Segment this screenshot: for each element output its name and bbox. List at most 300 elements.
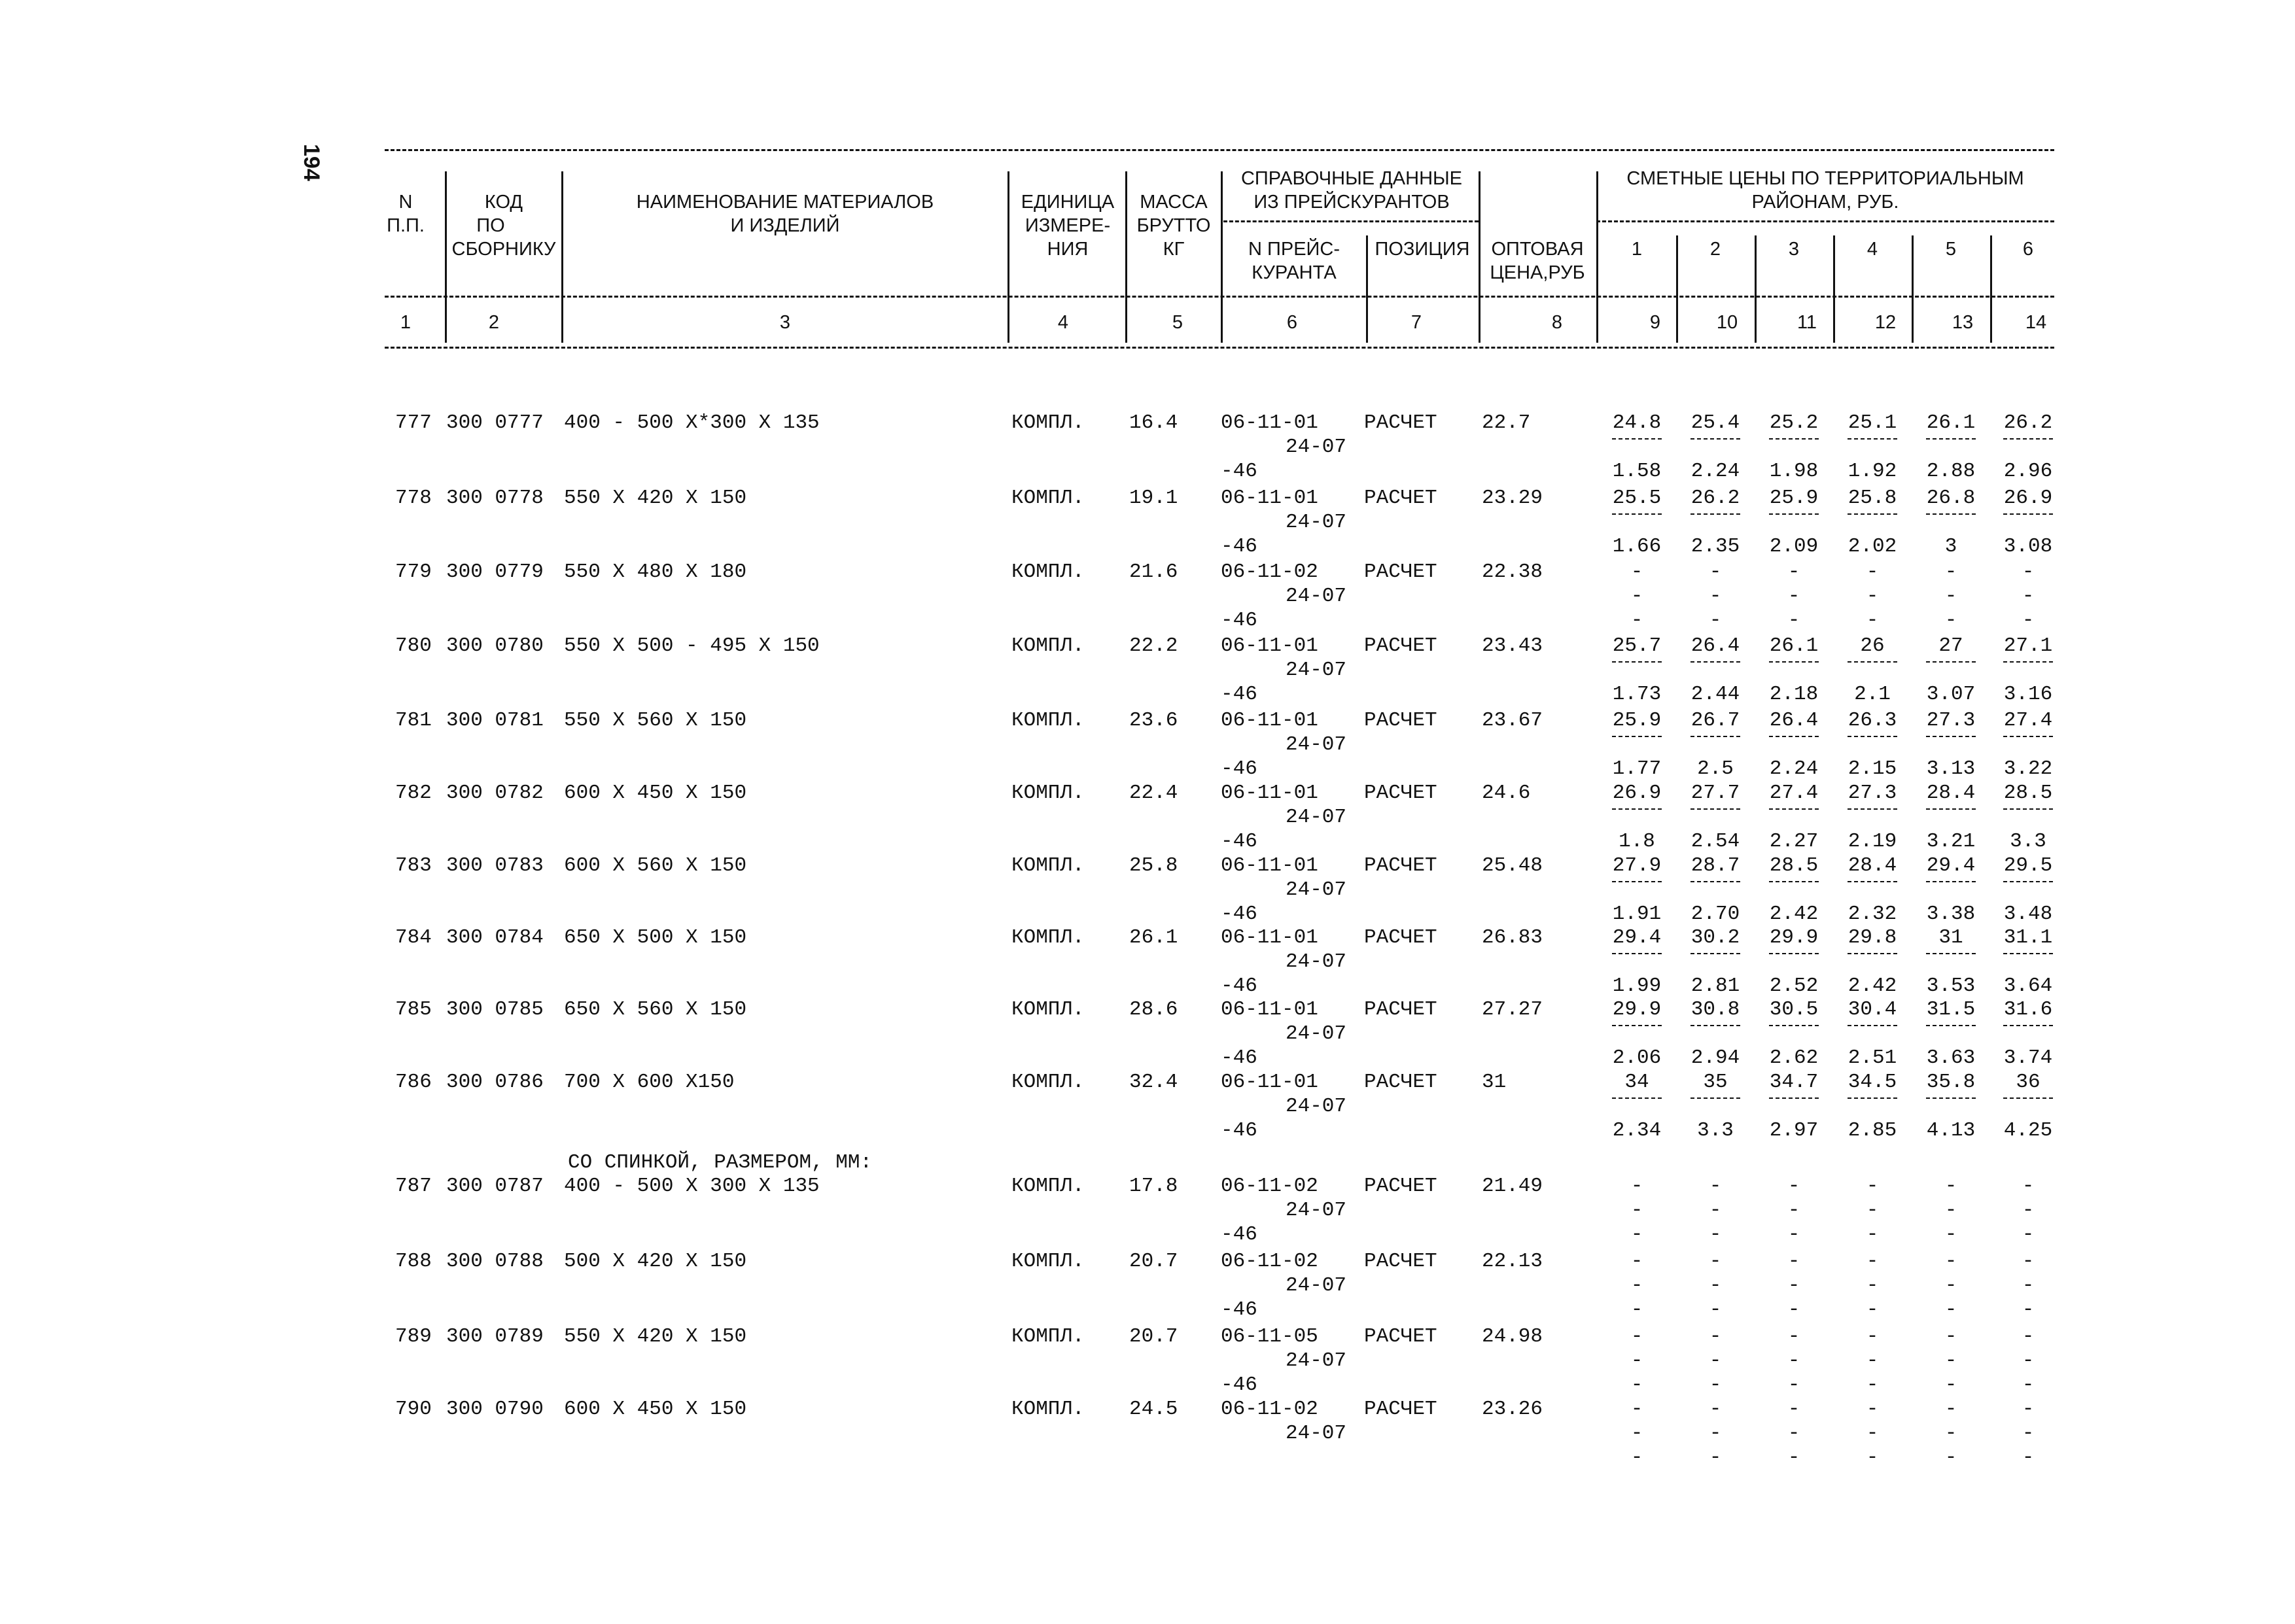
page-number: 194 — [299, 144, 324, 181]
row-wholesale-price: 31 — [1482, 1071, 1507, 1094]
region-price: 27.7 — [1691, 782, 1740, 804]
region-price: 25.5 — [1612, 487, 1662, 510]
region-price-delta: 1.73 — [1612, 683, 1662, 706]
header-np: П.П. — [387, 215, 425, 236]
row-code: 300 0783 — [446, 854, 544, 877]
fraction-bar — [2003, 513, 2053, 515]
column-number: 1 — [400, 312, 412, 333]
row-name: 400 - 500 X*300 X 135 — [564, 411, 820, 434]
header-divider — [1990, 235, 1992, 343]
fraction-bar — [2003, 736, 2053, 737]
region-price: - — [1866, 1325, 1879, 1348]
region-price: - — [1630, 1422, 1643, 1445]
row-name: 550 X 500 - 495 X 150 — [564, 634, 820, 657]
column-number: 9 — [1649, 312, 1661, 333]
header-pricelist: КУРАНТА — [1252, 262, 1337, 283]
row-pricelist-cont: -46 — [1221, 683, 1257, 706]
region-price-delta: 3.48 — [2003, 903, 2053, 925]
region-price-delta: - — [1709, 1373, 1722, 1396]
row-pricelist-cont: -46 — [1221, 830, 1257, 853]
region-price: - — [2022, 1422, 2035, 1445]
header-pricelist: N ПРЕЙС- — [1248, 239, 1340, 260]
row-unit: КОМПЛ. — [1011, 1398, 1085, 1421]
region-price-delta: 2.42 — [1769, 903, 1819, 925]
header-divider — [1833, 235, 1835, 343]
header-position: ПОЗИЦИЯ — [1375, 239, 1470, 260]
row-pricelist-cont: 24-07 — [1286, 436, 1347, 458]
region-price: 24.8 — [1612, 411, 1662, 434]
region-price-delta: 3.38 — [1926, 903, 1976, 925]
row-pricelist-cont: -46 — [1221, 1119, 1257, 1142]
region-price-delta: 2.34 — [1612, 1119, 1662, 1142]
region-price: 31.6 — [2003, 998, 2053, 1021]
region-price: 31.5 — [1926, 998, 1976, 1021]
region-price: - — [1709, 1250, 1722, 1273]
row-mass: 20.7 — [1129, 1250, 1178, 1273]
fraction-bar — [1848, 438, 1897, 440]
header-estimate: СМЕТНЫЕ ЦЕНЫ ПО ТЕРРИТОРИАЛЬНЫМ — [1626, 168, 2024, 189]
row-pricelist: 06-11-02 — [1221, 561, 1318, 583]
region-price-delta: - — [1866, 1373, 1879, 1396]
header-ref: СПРАВОЧНЫЕ ДАННЫЕ — [1240, 168, 1463, 189]
row-code: 300 0778 — [446, 487, 544, 510]
header-divider — [445, 171, 447, 343]
fraction-bar — [1848, 953, 1897, 954]
region-price-delta: 2.27 — [1769, 830, 1819, 853]
row-pricelist: 06-11-01 — [1221, 1071, 1318, 1094]
fraction-bar — [1769, 881, 1819, 882]
region-price: - — [1866, 1422, 1879, 1445]
row-position: РАСЧЕТ — [1364, 634, 1437, 657]
row-wholesale-price: 22.7 — [1482, 411, 1531, 434]
header-region: 3 — [1788, 239, 1800, 260]
region-price: - — [1787, 1175, 1800, 1198]
region-price-delta: - — [1630, 1298, 1643, 1321]
row-code: 300 0779 — [446, 561, 544, 583]
region-price-delta: 2.88 — [1926, 460, 1976, 483]
region-price: 29.4 — [1926, 854, 1976, 877]
header-region: 4 — [1866, 239, 1878, 260]
row-mass: 21.6 — [1129, 561, 1178, 583]
region-price: 29.9 — [1769, 926, 1819, 949]
row-position: РАСЧЕТ — [1364, 1250, 1437, 1273]
region-price-delta: - — [1944, 1223, 1957, 1246]
region-price-delta: 2.54 — [1691, 830, 1740, 853]
row-wholesale-price: 23.26 — [1482, 1398, 1543, 1421]
subheader-rule-ref — [1223, 220, 1479, 222]
region-price: 35 — [1703, 1071, 1728, 1094]
row-name: 600 X 450 X 150 — [564, 782, 747, 804]
region-price: 28.7 — [1691, 854, 1740, 877]
row-wholesale-price: 25.48 — [1482, 854, 1543, 877]
region-price: 25.7 — [1612, 634, 1662, 657]
row-pricelist-cont: -46 — [1221, 1298, 1257, 1321]
row-unit: КОМПЛ. — [1011, 1175, 1085, 1198]
fraction-bar — [2003, 881, 2053, 882]
row-code: 300 0790 — [446, 1398, 544, 1421]
header-code: КОД — [484, 192, 523, 213]
region-price: 26.4 — [1769, 709, 1819, 732]
region-price: - — [1630, 561, 1643, 583]
column-number: 8 — [1551, 312, 1563, 333]
column-number: 5 — [1172, 312, 1183, 333]
row-pricelist-cont: -46 — [1221, 535, 1257, 558]
row-unit: КОМПЛ. — [1011, 998, 1085, 1021]
region-price-delta: - — [1709, 1446, 1722, 1469]
region-price: 36 — [2016, 1071, 2041, 1094]
region-price-delta: 1.66 — [1612, 535, 1662, 558]
row-name: 600 X 560 X 150 — [564, 854, 747, 877]
region-price-delta: 2.81 — [1691, 975, 1740, 997]
region-price: - — [1944, 1175, 1957, 1198]
fraction-bar — [1612, 736, 1662, 737]
header-bottom-rule — [385, 347, 2054, 349]
column-number: 10 — [1716, 312, 1738, 333]
fraction-bar — [1769, 1097, 1819, 1099]
row-name: 650 X 560 X 150 — [564, 998, 747, 1021]
region-price: - — [1787, 1325, 1800, 1348]
region-price: 26.3 — [1848, 709, 1897, 732]
region-price: - — [1787, 561, 1800, 583]
row-name: 550 X 420 X 150 — [564, 1325, 747, 1348]
region-price-delta: - — [1866, 1298, 1879, 1321]
region-price: 25.4 — [1691, 411, 1740, 434]
row-pricelist-cont: 24-07 — [1286, 511, 1347, 534]
row-mass: 24.5 — [1129, 1398, 1178, 1421]
region-price: - — [1866, 1175, 1879, 1198]
region-price-delta: - — [1944, 1298, 1957, 1321]
header-mid-rule — [385, 296, 2054, 298]
fraction-bar — [1926, 1097, 1976, 1099]
row-name: 550 X 480 X 180 — [564, 561, 747, 583]
region-price: 34.5 — [1848, 1071, 1897, 1094]
fraction-bar — [1691, 808, 1740, 810]
region-price-delta: 3.21 — [1926, 830, 1976, 853]
region-price-delta: 2.24 — [1769, 757, 1819, 780]
region-price-delta: 3.08 — [2003, 535, 2053, 558]
row-unit: КОМПЛ. — [1011, 709, 1085, 732]
row-position: РАСЧЕТ — [1364, 709, 1437, 732]
row-position: РАСЧЕТ — [1364, 998, 1437, 1021]
region-price-delta: 2.19 — [1848, 830, 1897, 853]
row-pricelist: 06-11-01 — [1221, 782, 1318, 804]
fraction-bar — [2003, 1097, 2053, 1099]
row-position: РАСЧЕТ — [1364, 782, 1437, 804]
row-name: 600 X 450 X 150 — [564, 1398, 747, 1421]
row-number: 781 — [395, 709, 432, 732]
region-price-delta: 2.51 — [1848, 1046, 1897, 1069]
row-pricelist-cont: 24-07 — [1286, 659, 1347, 682]
region-price-delta: - — [1709, 1223, 1722, 1246]
region-price: - — [1709, 585, 1722, 608]
row-code: 300 0789 — [446, 1325, 544, 1348]
header-region: 5 — [1945, 239, 1957, 260]
row-wholesale-price: 27.27 — [1482, 998, 1543, 1021]
row-pricelist-cont: 24-07 — [1286, 1022, 1347, 1045]
region-price-delta: - — [1709, 609, 1722, 632]
region-price: 27.4 — [1769, 782, 1819, 804]
column-number: 6 — [1286, 312, 1298, 333]
row-wholesale-price: 26.83 — [1482, 926, 1543, 949]
row-pricelist-cont: 24-07 — [1286, 878, 1347, 901]
row-pricelist: 06-11-01 — [1221, 709, 1318, 732]
region-price-delta: 2.35 — [1691, 535, 1740, 558]
row-wholesale-price: 23.67 — [1482, 709, 1543, 732]
column-number: 4 — [1057, 312, 1069, 333]
region-price: - — [2022, 1349, 2035, 1372]
region-price: - — [1630, 1398, 1643, 1421]
fraction-bar — [1769, 661, 1819, 663]
region-price-delta: - — [1944, 1446, 1957, 1469]
row-mass: 25.8 — [1129, 854, 1178, 877]
header-divider — [561, 171, 563, 343]
region-price: 30.4 — [1848, 998, 1897, 1021]
region-price: 28.5 — [1769, 854, 1819, 877]
row-position: РАСЧЕТ — [1364, 854, 1437, 877]
region-price-delta: 2.70 — [1691, 903, 1740, 925]
row-position: РАСЧЕТ — [1364, 1175, 1437, 1198]
header-divider — [1125, 171, 1127, 343]
region-price: - — [2022, 585, 2035, 608]
region-price-delta: 3.3 — [1697, 1119, 1734, 1142]
fraction-bar — [1926, 808, 1976, 810]
column-number: 11 — [1796, 312, 1817, 333]
row-name: 550 X 420 X 150 — [564, 487, 747, 510]
region-price-delta: 3.16 — [2003, 683, 2053, 706]
row-mass: 28.6 — [1129, 998, 1178, 1021]
region-price: - — [2022, 1325, 2035, 1348]
region-price-delta: 4.25 — [2003, 1119, 2053, 1142]
region-price: 25.9 — [1612, 709, 1662, 732]
region-price: - — [1630, 1349, 1643, 1372]
region-price: - — [1866, 1349, 1879, 1372]
region-price: 28.4 — [1926, 782, 1976, 804]
region-price: 29.9 — [1612, 998, 1662, 1021]
region-price-delta: - — [1630, 1223, 1643, 1246]
row-pricelist-cont: 24-07 — [1286, 1422, 1347, 1445]
region-price-delta: 2.5 — [1697, 757, 1734, 780]
region-price-delta: 2.62 — [1769, 1046, 1819, 1069]
fraction-bar — [2003, 438, 2053, 440]
region-price: - — [1866, 561, 1879, 583]
region-price: 30.2 — [1691, 926, 1740, 949]
region-price-delta: 2.94 — [1691, 1046, 1740, 1069]
column-number: 12 — [1874, 312, 1897, 333]
region-price: 27 — [1938, 634, 1963, 657]
fraction-bar — [1848, 1097, 1897, 1099]
row-number: 777 — [395, 411, 432, 434]
row-pricelist: 06-11-02 — [1221, 1250, 1318, 1273]
region-price-delta: - — [1787, 1373, 1800, 1396]
row-pricelist-cont: 24-07 — [1286, 1199, 1347, 1222]
header-mass: МАССА — [1140, 192, 1208, 213]
region-price: - — [1787, 1349, 1800, 1372]
fraction-bar — [1848, 661, 1897, 663]
row-unit: КОМПЛ. — [1011, 782, 1085, 804]
region-price-delta: 3.13 — [1926, 757, 1976, 780]
fraction-bar — [1691, 513, 1740, 515]
region-price-delta: 3 — [1944, 535, 1957, 558]
row-number: 789 — [395, 1325, 432, 1348]
row-number: 787 — [395, 1175, 432, 1198]
region-price-delta: 4.13 — [1926, 1119, 1976, 1142]
region-price: - — [1866, 1274, 1879, 1297]
fraction-bar — [2003, 808, 2053, 810]
region-price-delta: 2.18 — [1769, 683, 1819, 706]
row-number: 784 — [395, 926, 432, 949]
row-mass: 32.4 — [1129, 1071, 1178, 1094]
header-np: N — [398, 192, 413, 213]
fraction-bar — [1612, 661, 1662, 663]
region-price-delta: 1.98 — [1769, 460, 1819, 483]
fraction-bar — [1769, 438, 1819, 440]
region-price: 26.4 — [1691, 634, 1740, 657]
region-price: 26.2 — [1691, 487, 1740, 510]
fraction-bar — [1612, 1097, 1662, 1099]
region-price: 26.7 — [1691, 709, 1740, 732]
region-price-delta: 1.91 — [1612, 903, 1662, 925]
region-price: - — [1944, 1422, 1957, 1445]
region-price: - — [1709, 1325, 1722, 1348]
row-code: 300 0788 — [446, 1250, 544, 1273]
section-heading: СО СПИНКОЙ, РАЗМЕРОМ, ММ: — [568, 1151, 873, 1174]
row-pricelist: 06-11-01 — [1221, 854, 1318, 877]
region-price: 27.9 — [1612, 854, 1662, 877]
row-pricelist: 06-11-02 — [1221, 1175, 1318, 1198]
region-price-delta: 2.15 — [1848, 757, 1897, 780]
row-unit: КОМПЛ. — [1011, 411, 1085, 434]
region-price: - — [1944, 1349, 1957, 1372]
region-price: 28.5 — [2003, 782, 2053, 804]
fraction-bar — [1848, 513, 1897, 515]
region-price: - — [2022, 1274, 2035, 1297]
row-mass: 20.7 — [1129, 1325, 1178, 1348]
row-number: 779 — [395, 561, 432, 583]
fraction-bar — [1612, 881, 1662, 882]
region-price: - — [2022, 1398, 2035, 1421]
header-unit: ИЗМЕРЕ- — [1025, 215, 1111, 236]
region-price: - — [2022, 1250, 2035, 1273]
region-price: - — [1944, 561, 1957, 583]
header-mass: БРУТТО — [1136, 215, 1211, 236]
region-price: - — [1866, 1199, 1879, 1222]
row-pricelist-cont: -46 — [1221, 609, 1257, 632]
region-price-delta: 3.64 — [2003, 975, 2053, 997]
region-price: - — [1630, 1199, 1643, 1222]
subheader-rule-est — [1596, 220, 2054, 222]
row-number: 788 — [395, 1250, 432, 1273]
fraction-bar — [1769, 953, 1819, 954]
header-name: НАИМЕНОВАНИЕ МАТЕРИАЛОВ — [636, 192, 934, 213]
row-unit: КОМПЛ. — [1011, 1325, 1085, 1348]
region-price: 26.8 — [1926, 487, 1976, 510]
fraction-bar — [1848, 881, 1897, 882]
region-price: 28.4 — [1848, 854, 1897, 877]
fraction-bar — [1926, 661, 1976, 663]
row-position: РАСЧЕТ — [1364, 1398, 1437, 1421]
region-price: 30.5 — [1769, 998, 1819, 1021]
row-pricelist: 06-11-01 — [1221, 411, 1318, 434]
fraction-bar — [2003, 953, 2053, 954]
region-price: 26.2 — [2003, 411, 2053, 434]
region-price: - — [1787, 1422, 1800, 1445]
fraction-bar — [1769, 1025, 1819, 1026]
region-price-delta: - — [2022, 1298, 2035, 1321]
row-pricelist-cont: 24-07 — [1286, 806, 1347, 829]
row-number: 786 — [395, 1071, 432, 1094]
region-price: - — [1866, 1398, 1879, 1421]
row-position: РАСЧЕТ — [1364, 926, 1437, 949]
row-code: 300 0780 — [446, 634, 544, 657]
region-price: 29.5 — [2003, 854, 2053, 877]
row-position: РАСЧЕТ — [1364, 487, 1437, 510]
row-pricelist-cont: -46 — [1221, 975, 1257, 997]
region-price: 27.1 — [2003, 634, 2053, 657]
region-price-delta: - — [1709, 1298, 1722, 1321]
region-price-delta: 2.52 — [1769, 975, 1819, 997]
fraction-bar — [2003, 1025, 2053, 1026]
fraction-bar — [1691, 1097, 1740, 1099]
row-pricelist-cont: -46 — [1221, 1223, 1257, 1246]
row-pricelist-cont: 24-07 — [1286, 585, 1347, 608]
region-price: 26.9 — [2003, 487, 2053, 510]
row-unit: КОМПЛ. — [1011, 1250, 1085, 1273]
region-price-delta: 2.1 — [1854, 683, 1891, 706]
region-price: 30.8 — [1691, 998, 1740, 1021]
fraction-bar — [1926, 736, 1976, 737]
region-price-delta: 2.32 — [1848, 903, 1897, 925]
row-mass: 23.6 — [1129, 709, 1178, 732]
header-top-rule — [385, 149, 2054, 151]
row-mass: 26.1 — [1129, 926, 1178, 949]
row-name: 650 X 500 X 150 — [564, 926, 747, 949]
fraction-bar — [1926, 438, 1976, 440]
region-price: 26.1 — [1769, 634, 1819, 657]
fraction-bar — [1612, 953, 1662, 954]
row-pricelist: 06-11-01 — [1221, 926, 1318, 949]
row-wholesale-price: 21.49 — [1482, 1175, 1543, 1198]
row-pricelist-cont: 24-07 — [1286, 1274, 1347, 1297]
fraction-bar — [1848, 1025, 1897, 1026]
row-number: 790 — [395, 1398, 432, 1421]
region-price-delta: - — [1866, 1223, 1879, 1246]
region-price-delta: - — [1787, 1298, 1800, 1321]
region-price-delta: 2.24 — [1691, 460, 1740, 483]
fraction-bar — [1769, 513, 1819, 515]
region-price-delta: - — [1630, 1446, 1643, 1469]
row-number: 780 — [395, 634, 432, 657]
header-divider — [1676, 235, 1678, 343]
region-price: - — [1866, 1250, 1879, 1273]
column-number: 3 — [779, 312, 791, 333]
region-price: - — [1709, 1199, 1722, 1222]
region-price-delta: - — [1787, 1446, 1800, 1469]
header-unit: ЕДИНИЦА — [1021, 192, 1115, 213]
region-price-delta: 1.99 — [1612, 975, 1662, 997]
row-wholesale-price: 24.6 — [1482, 782, 1531, 804]
region-price: - — [1709, 1175, 1722, 1198]
header-divider — [1007, 171, 1009, 343]
region-price-delta: 1.8 — [1619, 830, 1655, 853]
row-unit: КОМПЛ. — [1011, 634, 1085, 657]
fraction-bar — [1612, 513, 1662, 515]
region-price: - — [1709, 1398, 1722, 1421]
row-number: 785 — [395, 998, 432, 1021]
region-price-delta: 3.74 — [2003, 1046, 2053, 1069]
region-price: - — [1944, 1274, 1957, 1297]
row-code: 300 0777 — [446, 411, 544, 434]
header-divider — [1596, 171, 1598, 343]
